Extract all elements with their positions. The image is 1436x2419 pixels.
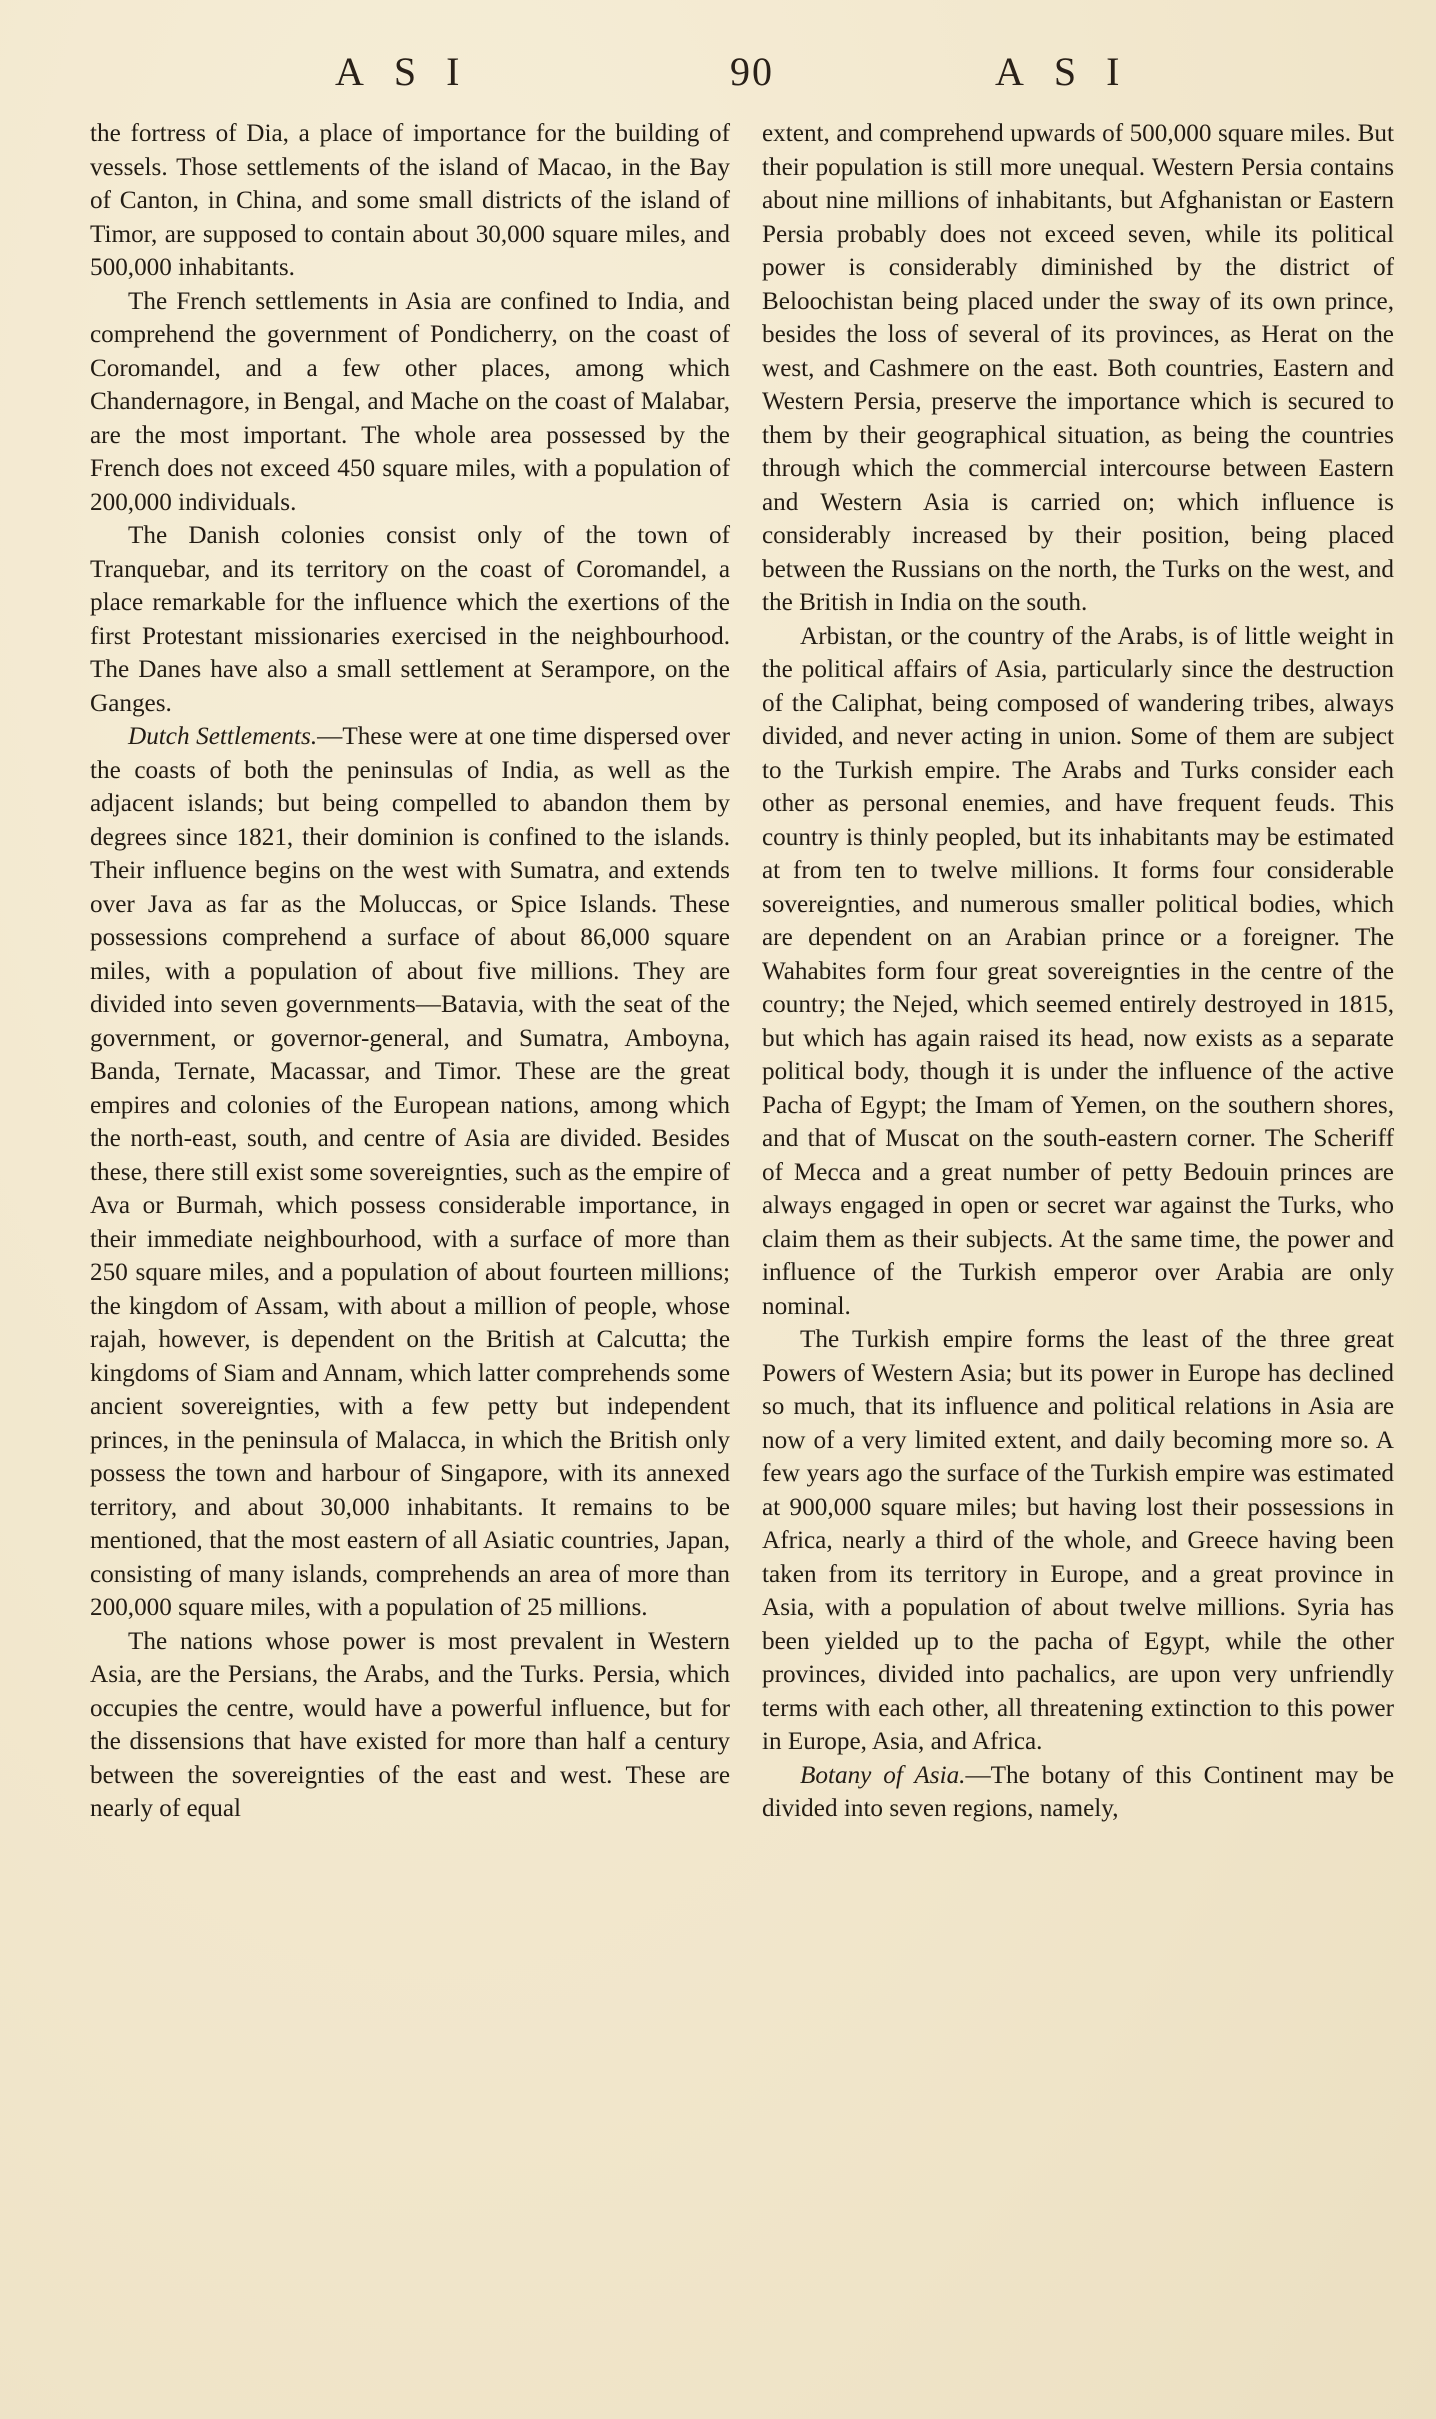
right-column bbox=[762, 117, 1394, 1826]
paragraph-french-settlements: The French settlements in Asia are confined to India, and comprehend the government of Pondicherry, on the coast of Coromandel, and a few other places, among which Chandernagore, in Bengal, and Mache on the coast of Malabar, are the most important. The whole area possessed by the French does not exceed 450 square miles, with a population of 200,000 individuals. bbox=[90, 287, 730, 516]
left-column bbox=[90, 117, 730, 1826]
paragraph-botany bbox=[762, 1759, 1394, 1826]
run-in-heading-botany: Botany of Asia. bbox=[800, 1761, 966, 1789]
paragraph-persia: extent, and comprehend upwards of 500,000 square miles. But their population is still more unequal. Western Persia contains about nine millions of inhabitants, but Afghanistan or Eastern Persia probably does not exceed seven, while its political power is considerably diminished by the district of Beloochistan being placed under the sway of its own prince, besides the loss of several of its provinces, as Herat on the west, and Cashmere on the east. Both countries, Eastern and Western Persia, preserve the importance which is secured to them by their geographical situation, as being the countries through which the commercial intercourse between Eastern and Western Asia is carried on; which influence is considerably increased by their position, being placed between the Russians on the north, the Turks on the west, and the British in India on the south. bbox=[762, 120, 1394, 616]
paragraph-portuguese-settlements: the fortress of Dia, a place of importance for the building of vessels. Those settlements of the island of Macao, in the Bay of Canton, in China, and some small districts of the island of Timor, are supposed to contain about 30,000 square miles, and 500,000 inhabitants. bbox=[90, 120, 730, 281]
paragraph-botany-body: —The botany of this Continent may be divided into seven regions, namely, bbox=[762, 1761, 1394, 1822]
paragraph-dutch-settlements bbox=[90, 720, 730, 1625]
running-head-right: ASI bbox=[995, 49, 1150, 94]
paragraph-turkish-empire: The Turkish empire forms the least of the three great Powers of Western Asia; but its power in Europe has declined so much, that its influence and political relations in Asia are now of a very limited extent, and daily becoming more so. A few years ago the surface of the Turkish empire was estimated at 900,000 square miles; but having lost their possessions in Africa, nearly a third of the whole, and Greece having been taken from its territory in Europe, and a great province in Asia, with a population of about twelve millions. Syria has been yielded up to the pacha of Egypt, while the other provinces, divided into pachalics, are upon very unfriendly terms with each other, all threatening extinction to this power in Europe, Asia, and Africa. bbox=[762, 1326, 1394, 1755]
paragraph-arbistan: Arbistan, or the country of the Arabs, is of little weight in the political affairs of Asia, particularly since the destruction of the Caliphat, being composed of wandering tribes, always divided, and never acting in union. Some of them are subject to the Turkish empire. The Arabs and Turks consider each other as personal enemies, and have frequent feuds. This country is thinly peopled, but its inhabitants may be estimated at from ten to twelve millions. It forms four considerable sovereignties, and numerous smaller political bodies, which are dependent on an Arabian prince or a foreigner. The Wahabites form four great sovereignties in the centre of the country; the Nejed, which seemed entirely destroyed in 1815, but which has again raised its head, now exists as a separate political body, though it is under the influence of the active Pacha of Egypt; the Imam of Yemen, on the southern shores, and that of Muscat on the south-eastern corner. The Scheriff of Mecca and a great number of petty Bedouin princes are always engaged in open or secret war against the Turks, who claim them as their subjects. At the same time, the power and influence of the Turkish emperor over Arabia are only nominal. bbox=[762, 622, 1394, 1320]
page-number: 90 bbox=[730, 49, 774, 94]
paragraph-danish-colonies: The Danish colonies consist only of the town of Tranquebar, and its territory on the coast of Coromandel, a place remarkable for the influence which the exertions of the first Protestant missionaries exercised in the neighbourhood. The Danes have also a small settlement at Serampore, on the Ganges. bbox=[90, 522, 730, 717]
paragraph-western-asia-nations: The nations whose power is most prevalent in Western Asia, are the Persians, the Arabs, and the Turks. Persia, which occupies the centre, would have a powerful influence, but for the dissensions that have existed for more than half a century between the sovereignties of the east and west. These are nearly of equal bbox=[90, 1627, 730, 1822]
running-head bbox=[0, 48, 1436, 98]
paragraph-dutch-body: —These were at one time dispersed over the coasts of both the peninsulas of India, as well as the adjacent islands; but being compelled to abandon them by degrees since 1821, their dominion is confined to the islands. Their influence begins on the west with Sumatra, and extends over Java as far as the Moluccas, or Spice Islands. These possessions comprehend a surface of about 86,000 square miles, with a population of about five millions. They are divided into seven governments—Batavia, with the seat of the government, or governor-general, and Sumatra, Amboyna, Banda, Ternate, Macassar, and Timor. These are the great empires and colonies of the European nations, among which the north-east, south, and centre of Asia are divided. Besides these, there still exist some sovereignties, such as the empire of Ava or Burmah, which possess considerable importance, in their immediate neighbourhood, with a surface of more than 250 square miles, and a population of about fourteen millions; the kingdom of Assam, with about a million of people, whose rajah, however, is dependent on the British at Calcutta; the kingdoms of Siam and Annam, which latter comprehends some ancient sovereignties, with a few petty but independent princes, in the peninsula of Malacca, in which the British only possess the town and harbour of Singapore, with its annexed territory, and about 30,000 inhabitants. It remains to be mentioned, that the most eastern of all Asiatic countries, Japan, consisting of many islands, comprehends an area of more than 200,000 square miles, with a population of 25 millions. bbox=[90, 723, 731, 1621]
run-in-heading-dutch: Dutch Settlements. bbox=[128, 723, 318, 750]
running-head-left: ASI bbox=[335, 49, 490, 94]
